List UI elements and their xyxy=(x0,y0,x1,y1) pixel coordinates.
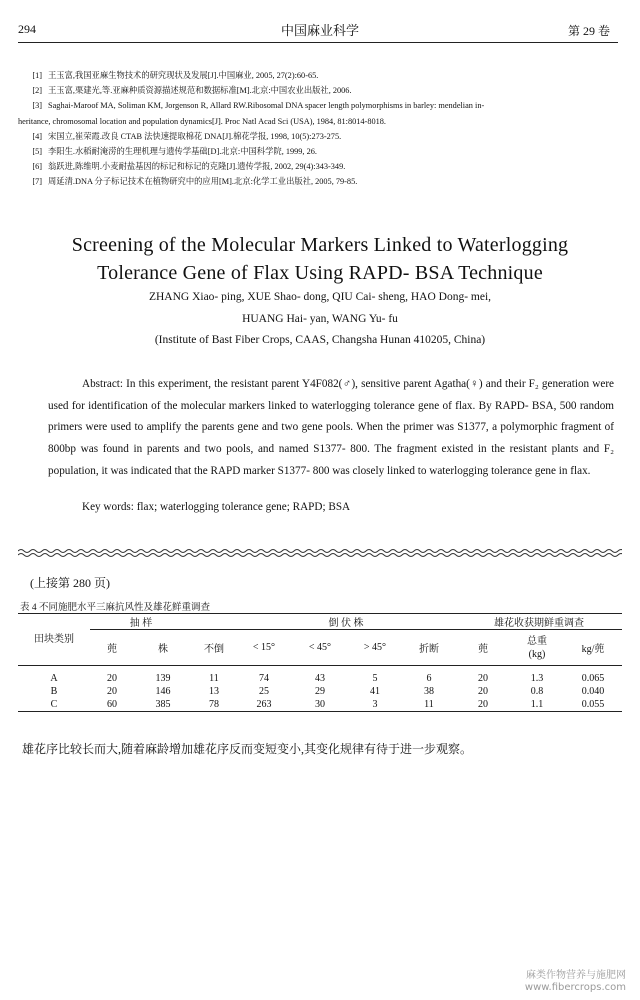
table-caption: 表 4 不同施肥水平三麻抗风性及雄花鲜重调查 xyxy=(20,603,211,613)
abstract-text: In this experiment, the resistant parent Y4F082(♂), sensitive parent Agatha(♀) and their F₂ generation were used for identification of the molecular markers linked to waterlogging tolerance gene of flax. By RAPD- BSA, 500 random primers were used to amplify the parents gene and two gene pools. When the primer was S1377, a polymorphic fragment of 800bp was found in parents and two pools, and named S1377- 800. The fragment existed in the resistant plants and F₂ population, it was indicated that the RAPD marker S1377- 800 was closely linked to waterlogging tolerance gene in flax. xyxy=(48,378,615,477)
article-title-line-1: Screening of the Molecular Markers Linked to Waterlogging xyxy=(71,234,569,256)
keywords xyxy=(82,501,350,513)
wavy-separator xyxy=(18,548,622,558)
site-watermark xyxy=(525,970,626,994)
reference-item xyxy=(18,98,618,128)
column-header xyxy=(510,630,564,666)
column-header-total-weight: 总重 xyxy=(527,635,547,647)
reference-number: [1] xyxy=(32,71,42,80)
affiliation: (Institute of Bast Fiber Crops, CAAS, Changsha Hunan 410205, China) xyxy=(154,334,486,346)
table-cell: 6 xyxy=(426,672,432,684)
column-header: > 45° xyxy=(363,642,387,653)
column-header: < 15° xyxy=(252,642,276,653)
authors-line-2: HUANG Hai- yan, WANG Yu- fu xyxy=(242,313,398,325)
table-cell: 20 xyxy=(107,672,117,684)
header-group-fresh-weight: 雄花收获期鲜重调查 xyxy=(456,614,622,630)
reference-number: [7] xyxy=(32,177,42,187)
table-cell: 263 xyxy=(256,698,272,710)
reference-list xyxy=(18,68,618,190)
abstract-label: Abstract: xyxy=(82,378,124,390)
reference-number: [2] xyxy=(32,86,42,96)
table-cell: 0.065 xyxy=(581,672,605,684)
table-cell: A xyxy=(50,672,58,684)
column-header: 蔸 xyxy=(478,644,488,655)
journal-title: 中国麻业科学 xyxy=(280,23,359,38)
page-number: 294 xyxy=(18,22,36,36)
table-cell: 25 xyxy=(259,685,269,697)
reference-number: [3] xyxy=(32,101,42,111)
column-header-unit: (kg) xyxy=(528,648,546,660)
authors-line-1: ZHANG Xiao- ping, XUE Shao- dong, QIU Cai- sheng, HAO Dong- mei, xyxy=(148,291,492,303)
watermark-line-1: 麻类作物营养与施肥网 xyxy=(526,970,626,981)
table-cell: 78 xyxy=(209,698,219,710)
reference-text: 宋国立,崔荣霞.改良 CTAB 法快速提取棉花 DNA[J].棉花学报, 1998, 10(5):273-275. xyxy=(48,131,342,141)
table-cell: 0.055 xyxy=(581,698,605,710)
reference-item xyxy=(18,83,618,98)
column-header: 不倒 xyxy=(204,644,224,655)
table-cell: 60 xyxy=(107,698,117,710)
table-cell: 146 xyxy=(155,685,171,697)
reference-number: [4] xyxy=(32,131,42,141)
table-row xyxy=(18,685,622,698)
table-column-header-row xyxy=(18,630,622,666)
watermark-line-2: www.fibercrops.com xyxy=(524,982,626,993)
table-cell: 1.1 xyxy=(530,698,544,710)
table-cell: 38 xyxy=(424,685,434,697)
table-cell: 11 xyxy=(424,698,434,710)
table-row xyxy=(18,672,622,685)
table-cell: 20 xyxy=(107,685,117,697)
closing-paragraph: 雄花序比较长而大,随着麻龄增加雄花序反而变短变小,其变化规律有待于进一步观察。 xyxy=(22,742,473,756)
reference-text-continued: heritance, chromosomal location and population dynamics[J]. Proc Natl Acad Sci (USA), 1984, 81:8014-8018. xyxy=(18,116,386,126)
data-table xyxy=(18,613,622,712)
table-cell: 0.8 xyxy=(530,685,544,697)
table-cell: 41 xyxy=(370,685,380,697)
table-cell: 139 xyxy=(155,672,171,684)
table-cell: 43 xyxy=(315,672,325,684)
column-header: 株 xyxy=(158,644,168,655)
continuation-note: (上接第 280 页) xyxy=(30,576,110,590)
table-cell: 20 xyxy=(478,685,488,697)
header-group-sampling: 抽 样 xyxy=(90,614,192,630)
reference-text: 王玉富,我国亚麻生物技术的研究现状及发展[J].中国麻业, 2005, 27(2):60-65. xyxy=(48,71,319,80)
column-header: 蔸 xyxy=(107,644,117,655)
reference-number: [6] xyxy=(32,162,42,172)
table-cell: 13 xyxy=(209,685,219,697)
header-rule xyxy=(18,42,618,43)
reference-text: 周延清.DNA 分子标记技术在植物研究中的应用[M].北京:化学工业出版社, 2005, 79-85. xyxy=(48,177,358,187)
table-cell: 0.040 xyxy=(581,685,605,697)
table-cell: 30 xyxy=(315,698,325,710)
table-cell: 74 xyxy=(259,672,269,684)
header-field-category: 田块类别 xyxy=(18,614,90,666)
article-title-line-2: Tolerance Gene of Flax Using RAPD- BSA Technique xyxy=(97,262,543,284)
table-cell: 11 xyxy=(209,672,219,684)
reference-item xyxy=(18,129,618,144)
table-cell: 20 xyxy=(478,672,488,684)
reference-text: 翁跃进,陈维明.小麦耐盐基因的标记和标记的克隆[J].遗传学报, 2002, 29(4):343-349. xyxy=(48,162,346,172)
table-cell: 5 xyxy=(372,672,378,684)
abstract xyxy=(48,374,614,483)
keywords-text: flax; waterlogging tolerance gene; RAPD; BSA xyxy=(136,501,351,513)
column-header: 折断 xyxy=(419,644,439,655)
column-header: kg/蔸 xyxy=(581,644,605,655)
header-group-lodging: 倒 伏 株 xyxy=(236,614,456,630)
reference-text: Saghai-Maroof MA, Soliman KM, Jorgenson R, Allard RW.Ribosomal DNA spacer length polymorphisms in barley: mendelian in- xyxy=(48,101,485,111)
reference-item xyxy=(18,159,618,174)
table-group-header-row xyxy=(18,614,622,630)
table-cell: 20 xyxy=(478,698,488,710)
volume-label: 第 29 卷 xyxy=(567,24,610,38)
reference-item xyxy=(18,144,618,159)
reference-text: 李阳生.水稻耐淹涝的生理机理与遗传学基础[D].北京:中国科学院, 1999, 26. xyxy=(48,147,317,157)
table-cell: 1.3 xyxy=(530,672,544,684)
reference-item xyxy=(18,68,618,83)
table-cell: 3 xyxy=(372,698,378,710)
reference-text: 王玉富,栗建光,等.亚麻种质资源描述规范和数据标准[M].北京:中国农业出版社, 2006. xyxy=(48,86,352,96)
table-cell: B xyxy=(50,685,58,697)
table-row xyxy=(18,698,622,712)
reference-item xyxy=(18,174,618,189)
table-cell: C xyxy=(50,698,58,710)
reference-number: [5] xyxy=(32,147,42,157)
column-header: < 45° xyxy=(308,642,332,653)
table-cell: 29 xyxy=(315,685,325,697)
table-cell: 385 xyxy=(155,698,171,710)
keywords-label: Key words: xyxy=(82,501,134,513)
